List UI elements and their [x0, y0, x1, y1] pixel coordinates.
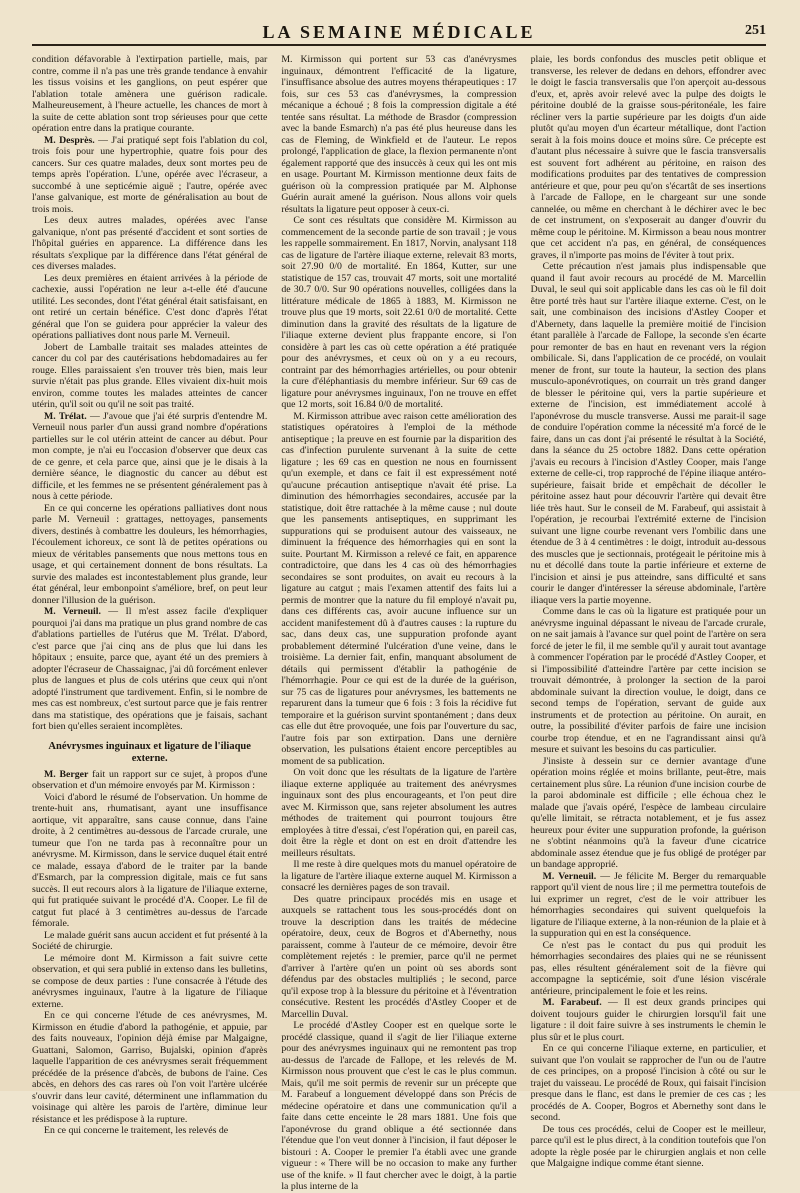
paragraph-text: De tous ces procédés, celui de Cooper est le meilleur, parce qu'il est le plus direct, à la condition toutefois que l'on adopte la règle posée par le chirurgien anglais et non celle que Malgaigne indique comme étant sienne.	[530, 1123, 766, 1169]
paragraph	[32, 953, 267, 1011]
paragraph-text: fait un rapport sur ce sujet, à propos d'une observation et d'un mémoire envoyés par M. Kirmisson :	[32, 768, 268, 791]
paragraph	[531, 261, 766, 606]
page-header	[32, 20, 766, 46]
paragraph-text: Le mémoire dont M. Kirmisson a fait suivre cette observation, et qui sera publié in extenso dans les bulletins, se compose de deux parties : l'une consacrée à l'étude des anévrysmes inguinaux, l'autre à la ligature de l'iliaque externe.	[32, 952, 268, 1010]
text-columns	[32, 54, 766, 1192]
paragraph	[32, 769, 267, 792]
paragraph	[531, 606, 766, 756]
paragraph-text: — J'avoue que j'ai été surpris d'entendre M. Verneuil nous parler d'un aussi grand nombre d'opérations partielles sur le col utérin atteint de cancer au début. Pour mon compte, je n'ai eu l'occasion d'observer que deux cas de ce genre, et cela parce que, ainsi que je le disais à la dernière séance, le diagnostic du cancer au début est difficile, et les femmes ne se présentent généralement pas à nous à cette période.	[32, 410, 268, 502]
paragraph-text: En ce qui concerne les opérations palliatives dont nous parle M. Verneuil : grattages, nettoyages, pansements divers, destinés à combattre les douleurs, les hémorrhagies, l'écoulement ichoreux, ce sont là de petites opérations ou mieux de véritables pansements que nous mettons tous en usage, et qui certainement donnent de bons résultats. La survie des malades est incontestablement plus grande, leur état général, leur embonpoint s'améliore, bref, on peut leur donner l'illusion de la guérison.	[32, 502, 268, 606]
paragraph	[32, 342, 267, 411]
paragraph-text: M. Kirmisson qui portent sur 53 cas d'anévrysmes inguinaux, démontrent l'efficacité de la ligature, l'insuffisance absolue des autres moyens thérapeutiques : 17 fois, sur ces 53 cas d'anévrysmes, la compression mécanique a échoué ; 8 fois la compression digitale a été tentée sans résultat. La méthode de Brasdor (compression avec la bande Esmarch) n'a pas été plus heureuse dans les cas de Fleming, de Winkfield et de l'auteur. Le repos prolongé, l'application de glace, la flexion permanente n'ont également rapporté que des insuccès à ceux qui les ont mis en usage. Pourtant M. Kirmisson mentionne deux faits de guérison où la compression pratiquée par M. Alphonse Guérin aurait amené la guérison. Nous allons voir quels résultats la ligature peut opposer à ceux-ci.	[281, 54, 517, 215]
paragraph-text: Comme dans le cas où la ligature est pratiquée pour un anévrysme inguinal dépassant le niveau de l'arcade crurale, on ne sait jamais à l'avance sur quel point de l'artère on sera forcé de jeter le fil, il me semble qu'il y aurait tout avantage à commencer l'opération par le procédé d'Astley Cooper, et si l'impossibilité d'atteindre l'artère par cette incision se trouvait démontrée, à prolonger la section de la paroi abdominale suivant la direction voulue, le doigt, dans ce second temps de l'opération, servant de guide aux instruments et de protection au péritoine. On aurait, en outre, la possibilité d'éviter parfois de faire une incision courbe trop étendue, et en ne l'agrandissant ainsi qu'à mesure et suivant les besoins du cas particulier.	[530, 606, 766, 755]
page-number: 251	[745, 23, 766, 38]
journal-title: LA SEMAINE MÉDICALE	[262, 22, 536, 42]
paragraph	[281, 859, 516, 894]
paragraph-text: Voici d'abord le résumé de l'observation. Un homme de trente-huit ans, rhumatisant, ayant une insuffisance aortique, vit apparaître, sans cause connue, dans l'aine droite, à 2 centimètres au-dessous de l'arcade crurale, une tumeur que l'on ne tarda pas à reconnaître pour un anévrysme. M. Kirmisson, dans le service duquel était entré ce malade, essaya d'abord de le traiter par la bande d'Esmarch, par la compression digitale, mais ce fut sans succès. Il eut recours alors à la ligature de l'iliaque externe, qui fut pratiquée suivant le procédé d'A. Cooper. Le fil de catgut fut placé à 3 centimètres au-dessus de l'arcade fémorale.	[32, 791, 268, 929]
paragraph-text: — Il est deux grands principes qui doivent toujours guider le chirurgien lorsqu'il fait une ligature : il doit faire suivre à ses instruments le chemin le plus sûr et le plus court.	[530, 997, 766, 1043]
paragraph	[32, 606, 267, 733]
section-heading-line: Anévrysmes inguinaux et ligature de l'iliaque	[48, 740, 251, 752]
section-heading	[32, 741, 267, 765]
paragraph-text: M. Kirmisson attribue avec raison cette amélioration des statistiques opératoires à l'emploi de la méthode antiseptique ; la preuve en est fournie par la disparition des cas d'infection purulente survenant à la suite de cette ligature ; les 69 cas en question ne nous en fournissent qu'un exemple, et dans ce fait il est expressément noté qu'aucune précaution antiseptique n'avait été prise. La diminution des hémorrhagies secondaires, accusée par la statistique, doit être rattachée à la même cause ; nul doute que les pansements antiseptiques, en supprimant les suppurations qui se produisent autour des vaisseaux, ne diminuent la fréquence des hémorrhagies qui en sont la suite. Pourtant M. Kirmisson a relevé ce fait, en apparence contradictoire, que dans les 4 cas où des hémorrhagies secondaires se sont produites, on avait eu recours à la ligature au catgut ; mais l'examen attentif des faits lui a permis de montrer que la nature du fil employé n'avait pu, dans ces différents cas, avoir aucune influence sur un accident manifestement dû à d'autres causes : la rupture du sac, dans deux cas, une suppuration profonde ayant probablement déterminé l'ulcération d'une veine, dans le troisième. La dernier fait, enfin, manquant absolument de détails qui permissent d'établir la pathogénie de l'hémorrhagie. Pour ce qui est de la durée de la guérison, sur 75 cas de ligatures pour anévrysmes, les battements ne reparurent dans la tumeur que 6 fois : 3 fois la récidive fut temporaire et la guérison survint spontanément ; dans deux cas elle dut être provoquée, une fois par l'ouverture du sac, l'autre fois par son extirpation. Dans une dernière observation, les pulsations étaient encore perceptibles au moment de sa publication.	[281, 410, 517, 767]
speaker-name: M. Trélat.	[44, 410, 87, 422]
paragraph	[531, 54, 766, 261]
column-left	[32, 54, 268, 1136]
paragraph-text: — Je félicite M. Berger du remarquable rapport qu'il vient de nous lire ; il me permettra toutefois de lui exprimer un regret, c'est de le voir attribuer les hémorrhagies secondaires qui suivent quelquefois la ligature de l'iliaque externe, à la non-réunion de la plaie et à la suppuration qui en est la conséquence.	[530, 870, 766, 939]
paragraph	[531, 997, 766, 1043]
paragraph	[281, 411, 516, 768]
speaker-name: M. Verneuil.	[542, 870, 597, 882]
paragraph-text: Cette précaution n'est jamais plus indispensable que quand il faut avoir recours au procédé de M. Marcellin Duval, le seul qui soit applicable dans les cas où le fil doit être porté très haut sur l'artère iliaque externe. C'est, on le sait, une combinaison des incisions d'Astley Cooper et d'Abernety, dans laquelle la première moitié de l'incision étant parallèle à l'arcade de Fallope, la seconde s'en écarte pour remonter de bas en haut en revenant vers la région ombilicale. Si, dans l'application de ce procédé, on voulait mener de front, sur toute la hauteur, la section des plans musculo-aponévrotiques, on courrait un très grand danger de blesser le péritoine qui, vers la partie supérieure et externe de l'incision, est immédiatement accolé à l'aponévrose du muscle transverse. Aussi me parait-il sage de conduire l'opération comme la nécessité m'a forcé de le faire, dans un cas dont j'ai présenté le résultat à la Société, dans la séance du 25 octobre 1882. Dans cette opération j'avais eu recours à l'incision d'Astley Cooper, mais l'ange externe de celle-ci, trop rapproché de l'épine iliaque antéro-supérieure, faisait bride et empêchait de décoller le péritoine assez haut pour découvrir l'artère qui devait être liée très haut. Sur le conseil de M. Farabeuf, qui assistait à l'opération, je recourbai l'extrémité externe de l'incision suivant une ligne courbe revenant vers l'ombilic dans une étendue de 3 à 4 centimètres : le doigt, introduit au-dessous des muscles que je sectionnais, protégeait le péritoine mis à nu et décollé dans toute la partie inférieure et externe de l'incision et ainsi je pus atteindre, sans difficulté et sans courir le danger d'intéresser la séreuse abdominale, l'artère iliaque vers la partie moyenne.	[530, 261, 766, 606]
paragraph-text: Ce n'est pas le contact du pus qui produit les hémorrhagies secondaires des plaies qui ne se réunissent pas, elles résultent généralement soit de la fièvre qui accompagne la septicémie, soit d'une lésion viscérale antérieure, principalement le foie et les reins.	[530, 939, 766, 997]
paragraph	[531, 1124, 766, 1170]
paragraph-text: Il me reste à dire quelques mots du manuel opératoire de la ligature de l'artère iliaque externe auquel M. Kirmisson a consacré les dernières pages de son travail.	[281, 859, 517, 893]
paragraph	[32, 215, 267, 273]
paragraph-text: On voit donc que les résultats de la ligature de l'artère iliaque externe appliquée au traitement des anévrysmes inguinaux sont des plus encourageants, et l'on peut dire avec M. Kirmisson que, sans rejeter absolument les autres méthodes de traitement qui pourront toujours être employées à titre d'essai, c'est l'opération qui, en pareil cas, doit être la règle et dont on est en droit d'attendre les meilleurs résultats.	[281, 767, 517, 859]
section-heading-line: externe.	[131, 752, 168, 764]
paragraph-text: Jobert de Lamballe traitait ses malades atteintes de cancer du col par des cautérisations hebdomadaires au fer rouge. Elles paraissaient s'en trouver très bien, mais leur survie n'était pas plus grande. Elles vivaient dix-huit mois environ, comme toutes les malades atteintes de cancer utérin, qu'il soit ou qu'il ne soit pas traité.	[32, 341, 268, 410]
paragraph-text: Ce sont ces résultats que considère M. Kirmisson au commencement de la seconde partie de son travail ; je vous les rappelle sommairement. En 1817, Norvin, analysant 118 cas de ligature de l'artère iliaque externe, relevait 83 morts, soit 27.90 0/0 de mortalité. En 1864, Kutter, sur une statistique de 157 cas, trouvait 47 morts, soit une mortalité de 30.7 0/0. Sur 90 opérations nouvelles, colligées dans la littérature médicale de 1865 à 1883, M. Kirmisson ne trouve plus que 19 morts, soit 22.61 0/0 de mortalité. Cette diminution dans la gravité des résultats de la ligature de l'iliaque externe devient plus frappante encore, si l'on considère à part les cas où cette opération a été pratiquée pour des anévrysmes, et ceux où on y a eu recours, contraint par des hémorrhagies artérielles, ou pour obtenir la cure d'éléphantiasis du membre inférieur. Sur 69 cas de ligature pour anévrysmes inguinaux, l'on ne trouve en effet que 12 morts, soit 16.84 0/0 de mortalité.	[281, 215, 517, 410]
paragraph	[32, 273, 267, 342]
speaker-name: M. Verneuil.	[44, 606, 101, 617]
paragraph	[281, 894, 516, 1021]
paragraph	[531, 940, 766, 998]
paragraph	[32, 503, 267, 607]
paragraph-text: Le procédé d'Astley Cooper est en quelque sorte le procédé classique, quand il s'agit de lier l'iliaque externe pour des anévrysmes inguinaux qui ne remontent pas trop au-dessus de l'arcade de Fallope, et les relevés de M. Kirmisson nous prouvent que c'est le cas le plus commun. Mais, qu'il me soit permis de revenir sur un précepte que M. Farabeuf a longuement développé dans son Précis de médecine opératoire et dans une communication qu'il a faite dans cette enceinte le 28 mars 1881. Une fois que l'aponévrose du grand oblique a été sectionnée dans l'étendue que l'on veut donner à l'incision, il faut déposer le bistouri : A. Cooper le premier l'a établi avec une grande vigueur : « There will be no occasion to make any further use of the knife. » Il faut chercher avec le doigt, à la partie la plus interne de la	[281, 1020, 517, 1192]
paragraph	[32, 54, 267, 135]
paragraph-text: En ce qui concerne le traitement, les relevés de	[44, 1125, 229, 1136]
paragraph	[281, 767, 516, 859]
paragraph	[281, 215, 516, 411]
paragraph	[32, 411, 267, 503]
paragraph	[531, 756, 766, 871]
paragraph	[32, 1010, 267, 1125]
paragraph	[32, 1125, 267, 1137]
paragraph	[32, 135, 267, 216]
paragraph	[531, 871, 766, 940]
paragraph-text: Des quatre principaux procédés mis en usage et auxquels se rattachent tous les sous-procédés dont on trouve la description dans les traités de médecine opératoire, deux, ceux de Bogros et d'Abernethy, nous paraissent, comme à l'auteur de ce mémoire, devoir être complètement rejetés : le premier, parce qu'il ne permet d'arriver à l'artère qu'en un point où ses abords sont défendus par des obstacles multipliés ; le second, parce qu'il expose trop à la blessure du péritoine et à l'éventration consécutive. Restent les procédés d'Astley Cooper et de Marcellin Duval.	[281, 893, 517, 1020]
column-right	[530, 54, 766, 1169]
paragraph	[281, 54, 516, 215]
paragraph	[32, 792, 267, 930]
paragraph-text: condition défavorable à l'extirpation partielle, mais, par contre, comme il n'a pas une très grande tendance à envahir les tissus voisins et les ganglions, on peut espérer que l'ablation totale amènera une guérison radicale. Malheureusement, à l'heure actuelle, les chances de mort à la suite de cette ablation sont trop sérieuses pour que cette opération entre dans la pratique courante.	[32, 54, 268, 134]
speaker-name: M. Desprès.	[44, 134, 95, 146]
paragraph	[531, 1043, 766, 1124]
paragraph-text: Les deux premières en étaient arrivées à la période de cachexie, aussi l'opération ne leur a-t-elle été d'aucune utilité. Les secondes, dont l'état général était satisfaisant, en ont retiré un certain bénéfice. C'est donc d'après l'état général que l'on se guidera pour apprécier la valeur des opérations palliatives dont nous parle M. Verneuil.	[32, 272, 268, 341]
paragraph-text: En ce qui concerne l'étude de ces anévrysmes, M. Kirmisson en étudie d'abord la pathogénie, et appuie, par des faits nouveaux, l'opinion déjà émise par Malgaigne, Guattani, Salomon, Garriso, Bujalski, opinion d'après laquelle l'apparition de ces anévrysmes serait fréquemment précédée de la présence d'abcès, de bubons de l'aine. Ces abcès, en dehors des cas rares où l'on voit l'artère ulcérée s'ouvrir dans leur cavité, déterminent une inflammation du voisinage qui altère les parois de l'artère, diminue leur résistance et les prédispose à la rupture.	[32, 1010, 268, 1125]
paragraph	[281, 1020, 516, 1193]
paragraph-text: plaie, les bords confondus des muscles petit oblique et transverse, les relever de dedans en dehors, effondrer avec le doigt le fascia transversalis que l'on aperçoit au-dessous d'eux, et, après avoir relevé avec la pulpe des doigts le péritoine doublé de la graisse sous-péritonéale, les faire récliner vers la partie supérieure par les doigts d'un aide plutôt qu'au moyen d'un écarteur métallique, dont l'action serait à la fois moins douce et moins sûre. Ce précepte est d'autant plus nécessaire à suivre que le fascia transversalis est souvent fort adhérent au péritoine, en raison des modifications produites par des tentatives de compression antérieure et que, pour peu qu'on s'écartât de ses insertions à l'arcade de Fallope, en le chargeant sur une sonde cannelée, ou même en cherchant à le déchirer avec le bec de cet instrument, on s'exposerait au danger d'ouvrir du même coup le péritoine. M. Kirmisson a beau nous montrer que cet accident n'a pas, en général, de conséquences graves, il n'importe pas moins de l'éviter à tout prix.	[530, 54, 766, 261]
speaker-name: M. Farabeuf.	[542, 997, 602, 1008]
paragraph-text: — J'ai pratiqué sept fois l'ablation du col, trois fois pour une hypertrophie, quatre fois pour des cancers. Sur ces quatre malades, deux sont mortes peu de temps après l'opération. L'une, opérée avec l'écraseur, a succombé à une septicémie aiguë ; l'autre, opérée avec l'anse galvanique, est morte de généralisation au bout de trois mois.	[32, 134, 268, 215]
paragraph	[32, 930, 267, 953]
paragraph-text: En ce qui concerne l'iliaque externe, en particulier, et suivant que l'on voulait se rapprocher de l'un ou de l'autre de ces principes, on a proposé l'incision à côté ou sur le trajet du vaisseau. Le procédé de Roux, qui faisait l'incision presque dans le flanc, est dans le premier de ces cas ; les procédés de A. Cooper, Bogros et Abernethy sont dans le second.	[530, 1043, 766, 1123]
column-middle	[281, 54, 517, 1192]
speaker-name: M. Berger	[44, 768, 89, 780]
paragraph-text: J'insiste à dessein sur ce dernier avantage d'une opération moins réglée et moins brillante, peut-être, mais certainement plus sûre. La réunion d'une incision courbe de la paroi abdominale est difficile ; elle échoua chez le malade que j'avais opéré, l'espèce de lambeau circulaire qu'elle limitait, se rétracta notablement, et je fus assez heureux pour éviter une suppuration profonde, la guérison ne s'obtint néanmoins qu'à la faveur d'une cicatrice abdominale assez étendue que je fus obligé de protéger par un bandage approprié.	[530, 755, 766, 870]
paragraph-text: — Il m'est assez facile d'expliquer pourquoi j'ai dans ma pratique un plus grand nombre de cas d'ablations partielles de l'utérus que M. Trélat. D'abord, c'est parce que j'ai cinq ans de plus que lui dans les hôpitaux ; ensuite, parce que, ayant été un des premiers à adopter l'écraseur de Chassaignac, j'ai dû forcément enlever plus de langues et plus de cols utérins que ceux qui n'ont adopté l'instrument que tardivement. Enfin, si le nombre de mes cas est nombreux, c'est surtout parce que je fais rentrer dans ma statistique, des opérations que je faisais, sachant fort bien qu'elles seraient incomplètes.	[32, 606, 268, 732]
paragraph-text: Les deux autres malades, opérées avec l'anse galvanique, n'ont pas présenté d'accident et sont sorties de l'hôpital guéries en apparence. La différence dans les résultats s'explique par la différence dans l'état général de ces diverses malades.	[32, 215, 268, 272]
paragraph-text: Le malade guérit sans aucun accident et fut présenté à la Société de chirurgie.	[32, 929, 268, 952]
